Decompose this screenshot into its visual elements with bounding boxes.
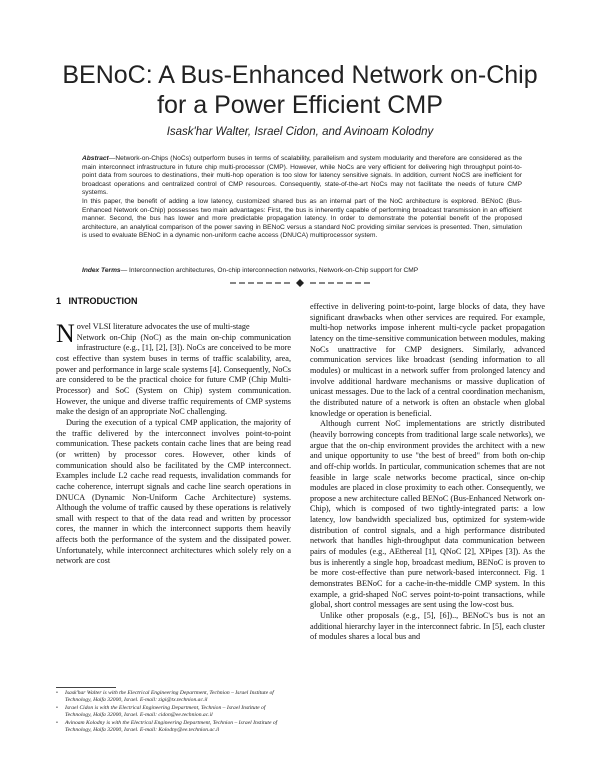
footnote-rule <box>56 687 116 688</box>
abstract-paragraph-2: In this paper, the benefit of adding a low latency, customized shared bus as an internal part of the NoC architecture is explored. BENoC (Bus-Enhanced Network on-Chip) possesses two main advantages: First, the bus is inherently capable of performing broadcast transmission in an efficient manner. Second, the bus has lower and more predictable propagation latency. In order to demonstrate the potential benefit of the proposed architecture, an analytical comparison of the power saving in BENoC versus a standard NoC providing similar services is presented. Then, simulation is used to evaluate BENoC in a dynamic non-uniform cache access (DNUCA) multiprocessor system. <box>82 197 522 240</box>
section-title: INTRODUCTION <box>68 296 138 306</box>
intro-first-line: ovel VLSI literature advocates the use of multi-stage <box>76 322 250 331</box>
left-column <box>56 319 291 567</box>
footnote-text: Avinoam Kolodny is with the Electrical Engineering Department, Technion – Israel Institute of Technology, Haifa 32000, Israel. E-mail: Kolodny@ee.technion.ac.il <box>65 720 278 734</box>
section-heading <box>56 296 138 306</box>
footnote-bullet: • <box>56 705 58 712</box>
dropcap-letter: N <box>56 319 75 348</box>
title-line-1: BENoC: A Bus-Enhanced Network on-Chip <box>62 61 538 89</box>
title-line-2: for a Power Efficient CMP <box>157 91 443 119</box>
intro-paragraph-1 <box>56 319 291 418</box>
footnotes <box>56 690 291 736</box>
intro-paragraph-2: During the execution of a typical CMP application, the majority of the traffic delivered by the interconnect involves point-to-point communication. These packets contain cache lines that are being read (or written) by processor cores. However, other kinds of communication should also be facilitated by the CMP interconnect. Examples include L2 cache read requests, invalidation commands for cache coherence, interrupt signals and cache line search operations in DNUCA (Dynamic Non-Uniform Cache Architecture) systems. Although the volume of traffic caused by these operations is relatively small with respect to that of the data read and written by processor cores, the manner in which the interconnect supports them heavily affects both the performance of the system and the dissipated power. Unfortunately, while interconnect architectures which solely rely on a network are cost <box>56 417 291 566</box>
intro-paragraph-4: Although current NoC implementations are strictly distributed (heavily borrowing concepts from traditional large scale networks), we argue that the on-chip environment provides the architect with a new and unique opportunity to use "the best of breed" from both on-chip and off-chip worlds. In particular, communication schemes that are not feasible in large scale networks become practical, since on-chip modules are placed in close proximity to each other. Consequently, we propose a new architecture called BENoC (Bus-Enhanced Network on-Chip), which is composed of two tightly-integrated parts: a low latency, low bandwidth specialized bus, optimized for system-wide distribution of control signals, and a high performance distributed network that handles high-throughput data communication between pairs of modules (e.g., AEthereal [1], QNoC [2], XPipes [3]). As the bus is inherently a single hop, broadcast medium, BENoC is proven to be more cost-effective than pure network-based interconnect. Fig. 1 demonstrates BENoC for a cache-in-the-middle CMP system. In this example, a grid-shaped NoC serves point-to-point transactions, while global, short control messages are sent using the low-cost bus. <box>310 419 545 610</box>
footnote-bullet: • <box>56 690 58 696</box>
index-terms-label: Index Terms <box>82 267 121 274</box>
abstract-text-1: —Network-on-Chips (NoCs) outperform buses in terms of scalability, parallelism and system modularity and therefore are considered as the main interconnect infrastructure in future chip multi-processor (CMP). However, while NoCs are very efficient for delivering high throughput point-to-point data from sources to destinations, their multi-hop operation is too slow for latency sensitive signals. In addition, current NoCS are inefficient for broadcast operations and centralized control of CMP resources. Consequently, state-of-the-art NoCs may not facilitate the needs of future CMP systems. <box>82 155 522 197</box>
abstract-label: Abstract <box>82 155 109 162</box>
intro-paragraph-1-rest: Network on-Chip (NoC) as the main on-chip communication infrastructure (e.g., [1], [2], [3]). NoCs are conceived to be more cost effective than system buses in terms of traffic scalability, area, power and performance in large scale systems [4]. Consequently, NoCs are considered to be the practical choice for future CMP (Chip Multi-Processor) and SoC (System on Chip) system communication. However, the unique and diverse traffic requirements of CMP systems make the design of an appropriate NoC challenging. <box>56 332 291 417</box>
footnote-item <box>56 690 291 704</box>
footnote-text: Israel Cidon is with the Electrical Engineering Department, Technion – Israel Institute of Technology, Haifa 32000, Israel. E-mail: cidon@ee.technion.ac.il <box>65 705 266 719</box>
abstract-paragraph-1 <box>82 155 522 198</box>
index-terms-text: — Interconnection architectures, On-chip interconnection networks, Network-on-Chip support for CMP <box>120 267 419 274</box>
section-number: 1 <box>56 296 62 306</box>
intro-paragraph-5: Unlike other proposals (e.g., [5], [6]).., BENoC's bus is not an additional hierarchy layer in the interconnect fabric. In [5], each cluster of modules shares a local bus and <box>310 611 545 642</box>
section-divider <box>0 278 600 288</box>
right-column <box>310 302 545 643</box>
footnote-bullet: • <box>56 720 58 727</box>
author-list: Isask'har Walter, Israel Cidon, and Avinoam Kolodny <box>166 126 434 138</box>
index-terms <box>82 267 542 275</box>
diamond-icon <box>296 279 304 287</box>
abstract <box>82 155 522 241</box>
intro-paragraph-3: effective in delivering point-to-point, large blocks of data, they have significant drawbacks when other services are required. For example, multi-hop networks impose inherent multi-cycle packet propagation latency on the time-sensitive communication between modules, making NoCs unattractive for CMP designers. Similarly, advanced communication services like broadcast (sending information to all modules) or multicast in a network suffer from prolonged latency and involve additional hardware mechanisms or massive duplication of unicast messages. Due to the lack of a central coordination mechanism, the distributed nature of a network is often an obstacle when global knowledge or operation is beneficial. <box>310 302 545 418</box>
footnote-item <box>56 720 291 734</box>
paper-title <box>40 60 560 120</box>
footnote-item <box>56 705 291 719</box>
footnote-text: Isask'har Walter is with the Electrical Engineering Department, Technion – Israel Institute of Technology, Haifa 32000, Israel. E-mail: zigi@tx.technion.ac.il <box>65 690 274 704</box>
